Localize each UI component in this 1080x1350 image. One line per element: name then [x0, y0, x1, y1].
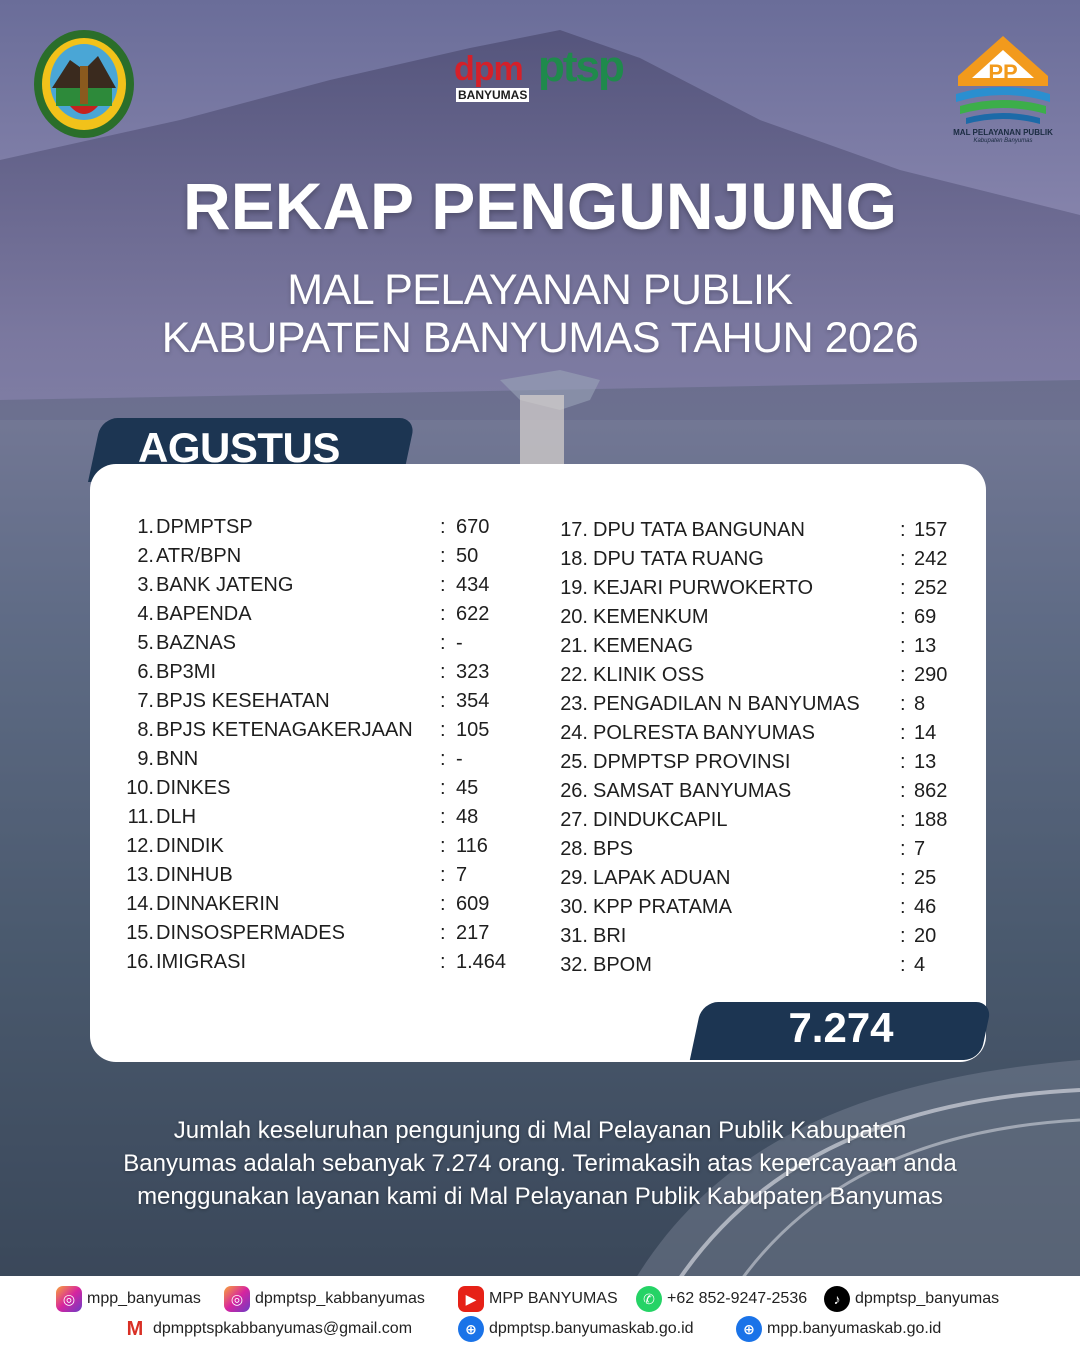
list-item-value: 50 [456, 545, 479, 567]
logo-banyumas-text: BANYUMAS [458, 88, 528, 102]
email-address: dpmpptspkabbanyumas@gmail.com [153, 1320, 413, 1337]
list-item-name: PENGADILAN N BANYUMAS [593, 693, 860, 715]
list-item-value: 434 [456, 574, 490, 596]
instagram-dpmptsp-handle: dpmptsp_kabbanyumas [255, 1290, 425, 1307]
list-item-name: KPP PRATAMA [593, 896, 732, 918]
instagram-icon: ◎ [224, 1286, 250, 1312]
list-item-value: 116 [456, 835, 488, 857]
list-item-number: 18. [560, 548, 588, 570]
contact-website-dpmptsp[interactable] [458, 1316, 694, 1342]
list-item-separator: : [440, 719, 446, 741]
list-item-value: 7 [914, 838, 926, 860]
contact-tiktok[interactable] [824, 1286, 999, 1312]
list-item-separator: : [900, 896, 906, 918]
list-item-name: KLINIK OSS [593, 664, 705, 686]
list-item-number: 6. [137, 661, 154, 683]
list-item-name: DINKES [156, 777, 231, 799]
list-item-number: 25. [560, 751, 588, 773]
globe-icon: ⊕ [458, 1316, 484, 1342]
list-item-value: 217 [456, 922, 490, 944]
list-item-separator: : [440, 603, 446, 625]
website-mpp: mpp.banyumaskab.go.id [767, 1320, 942, 1337]
list-item-number: 19. [560, 577, 588, 599]
list-item-number: 17. [560, 519, 588, 541]
website-dpmptsp: dpmptsp.banyumaskab.go.id [489, 1320, 694, 1337]
list-item-number: 15. [126, 922, 154, 944]
list-item-value: 323 [456, 661, 490, 683]
list-item-name: DPMPTSP [156, 516, 253, 538]
contact-bar [0, 1276, 1080, 1350]
globe-icon: ⊕ [736, 1316, 762, 1342]
list-item-value: 670 [456, 516, 490, 538]
list-item-separator: : [900, 867, 906, 889]
list-item-name: BNN [156, 748, 199, 770]
list-item-value: 48 [456, 806, 479, 828]
list-item-name: KEJARI PURWOKERTO [593, 577, 814, 599]
list-item-value: 25 [914, 867, 937, 889]
list-item-value: 46 [914, 896, 937, 918]
list-item-value: 862 [914, 780, 948, 802]
list-item-value: 20 [914, 925, 937, 947]
list-item-separator: : [900, 606, 906, 628]
list-item-separator: : [900, 635, 906, 657]
list-item-separator: : [440, 951, 446, 973]
logo-ptsp-text: ptsp [538, 42, 623, 91]
list-item-value: 13 [914, 751, 937, 773]
list-item-number: 31. [560, 925, 588, 947]
mal-pelayanan-publik-logo [948, 28, 1058, 150]
list-item-name: BAPENDA [156, 603, 252, 625]
list-item-number: 29. [560, 867, 588, 889]
list-item-number: 32. [560, 954, 588, 976]
list-item-separator: : [440, 690, 446, 712]
list-item-value: 354 [456, 690, 490, 712]
list-item-number: 26. [560, 780, 588, 802]
whatsapp-number: +62 852-9247-2536 [667, 1290, 808, 1307]
list-item-value: 609 [456, 893, 490, 915]
list-item-value: 242 [914, 548, 948, 570]
list-item-name: KEMENAG [593, 635, 694, 657]
list-item-value: 4 [914, 954, 926, 976]
list-item-name: IMIGRASI [156, 951, 247, 973]
list-item-name: BPJS KETENAGAKERJAAN [156, 719, 413, 741]
list-item-value: 157 [914, 519, 948, 541]
list-item-name: ATR/BPN [156, 545, 242, 567]
list-item-number: 11. [127, 806, 154, 828]
list-item-name: DINNAKERIN [156, 893, 280, 915]
list-item-value: 14 [914, 722, 937, 744]
youtube-channel: MPP BANYUMAS [489, 1290, 618, 1307]
summary-line-1: Jumlah keseluruhan pengunjung di Mal Pelayanan Publik Kabupaten [173, 1117, 907, 1144]
list-item-number: 5. [137, 632, 154, 654]
list-item-name: SAMSAT BANYUMAS [593, 780, 792, 802]
summary-line-3: menggunakan layanan kami di Mal Pelayanan Publik Kabupaten Banyumas [137, 1183, 943, 1210]
list-item-number: 30. [560, 896, 588, 918]
list-item-separator: : [900, 780, 906, 802]
list-item-name: LAPAK ADUAN [593, 867, 731, 889]
list-item-name: DINDUKCAPIL [593, 809, 728, 831]
list-item-number: 16. [126, 951, 154, 973]
list-item-value: 8 [914, 693, 926, 715]
list-item-value: 1.464 [456, 951, 507, 973]
list-item-name: POLRESTA BANYUMAS [593, 722, 815, 744]
list-item-number: 3. [137, 574, 154, 596]
gmail-icon: M [122, 1316, 148, 1342]
list-item-separator: : [440, 922, 446, 944]
list-item-number: 22. [560, 664, 588, 686]
list-item-separator: : [900, 722, 906, 744]
list-item-value: 13 [914, 635, 937, 657]
list-item-number: 10. [126, 777, 154, 799]
list-item-number: 4. [137, 603, 154, 625]
list-item-number: 1. [137, 516, 154, 538]
list-item-value: 69 [914, 606, 937, 628]
list-item-separator: : [900, 751, 906, 773]
list-item-value: 290 [914, 664, 948, 686]
instagram-mpp-handle: mpp_banyumas [87, 1290, 201, 1307]
instagram-icon: ◎ [56, 1286, 82, 1312]
list-item-name: BPJS KESEHATAN [156, 690, 330, 712]
list-item-number: 12. [126, 835, 154, 857]
total-visitors: 7.274 [788, 1004, 894, 1051]
list-item-value: - [456, 748, 463, 770]
list-item-separator: : [440, 632, 446, 654]
tiktok-icon: ♪ [824, 1286, 850, 1312]
list-item-name: BANK JATENG [156, 574, 294, 596]
list-item-separator: : [440, 748, 446, 770]
youtube-icon: ▶ [458, 1286, 484, 1312]
logo-dpm-text: dpm [454, 50, 523, 88]
list-item-name: DPMPTSP PROVINSI [593, 751, 791, 773]
mpp-logo-sub: Kabupaten Banyumas [973, 138, 1033, 144]
subtitle-line-1: MAL PELAYANAN PUBLIK [287, 266, 793, 314]
list-item-separator: : [440, 516, 446, 538]
list-item-separator: : [900, 809, 906, 831]
list-item-number: 14. [126, 893, 154, 915]
list-item-name: DPU TATA RUANG [593, 548, 764, 570]
list-item-separator: : [440, 806, 446, 828]
list-item-separator: : [440, 545, 446, 567]
subtitle-line-2: KABUPATEN BANYUMAS TAHUN 2026 [161, 314, 919, 362]
list-item-name: BPS [593, 838, 634, 860]
list-item-name: DINDIK [156, 835, 224, 857]
mpp-emblem-icon [948, 28, 1058, 128]
list-item-separator: : [900, 519, 906, 541]
summary-line-2: Banyumas adalah sebanyak 7.274 orang. Terimakasih atas kepercayaan anda [123, 1150, 957, 1177]
contact-instagram-mpp[interactable] [56, 1286, 201, 1312]
list-item-name: DINSOSPERMADES [156, 922, 345, 944]
list-item-separator: : [900, 664, 906, 686]
dpmptsp-banyumas-logo [452, 42, 630, 108]
month-label: AGUSTUS [138, 424, 340, 471]
list-item-number: 9. [137, 748, 154, 770]
contact-website-mpp[interactable] [736, 1316, 941, 1342]
list-item-value: 105 [456, 719, 490, 741]
list-item-number: 8. [137, 719, 154, 741]
kabupaten-banyumas-emblem [30, 26, 138, 144]
contact-youtube[interactable] [458, 1286, 618, 1312]
list-item-number: 23. [560, 693, 588, 715]
list-item-number: 20. [560, 606, 588, 628]
list-item-name: BRI [593, 925, 627, 947]
list-item-separator: : [900, 838, 906, 860]
list-item-value: 7 [456, 864, 468, 886]
list-item-number: 7. [137, 690, 154, 712]
list-item-number: 27. [560, 809, 588, 831]
list-item-number: 13. [126, 864, 154, 886]
contact-email[interactable] [122, 1316, 412, 1342]
list-item-separator: : [900, 548, 906, 570]
list-item-separator: : [440, 893, 446, 915]
list-item-number: 2. [137, 545, 154, 567]
list-item-name: BP3MI [156, 661, 217, 683]
contact-instagram-dpmptsp[interactable] [224, 1286, 425, 1312]
svg-text:PP: PP [988, 60, 1018, 85]
list-item-separator: : [440, 864, 446, 886]
list-item-value: 188 [914, 809, 948, 831]
list-item-separator: : [440, 661, 446, 683]
list-item-separator: : [900, 693, 906, 715]
list-item-name: DINHUB [156, 864, 233, 886]
whatsapp-icon: ✆ [636, 1286, 662, 1312]
tiktok-handle: dpmptsp_banyumas [855, 1290, 1000, 1307]
list-item-name: BAZNAS [156, 632, 237, 654]
list-item-separator: : [440, 574, 446, 596]
list-item-separator: : [900, 925, 906, 947]
list-item-value: 45 [456, 777, 479, 799]
list-item-number: 24. [560, 722, 588, 744]
list-item-name: DLH [156, 806, 197, 828]
list-item-separator: : [440, 835, 446, 857]
list-item-number: 28. [560, 838, 588, 860]
list-item-name: KEMENKUM [593, 606, 709, 628]
list-item-value: - [456, 632, 463, 654]
list-item-name: BPOM [593, 954, 652, 976]
mpp-logo-name: MAL PELAYANAN PUBLIK [953, 128, 1053, 137]
list-item-separator: : [440, 777, 446, 799]
list-item-name: DPU TATA BANGUNAN [593, 519, 805, 541]
list-item-value: 622 [456, 603, 490, 625]
list-item-separator: : [900, 577, 906, 599]
contact-whatsapp[interactable] [636, 1286, 807, 1312]
list-item-number: 21. [560, 635, 588, 657]
list-item-separator: : [900, 954, 906, 976]
page-title: REKAP PENGUNJUNG [183, 169, 897, 243]
list-item-value: 252 [914, 577, 948, 599]
summary-text [40, 1114, 1040, 1213]
